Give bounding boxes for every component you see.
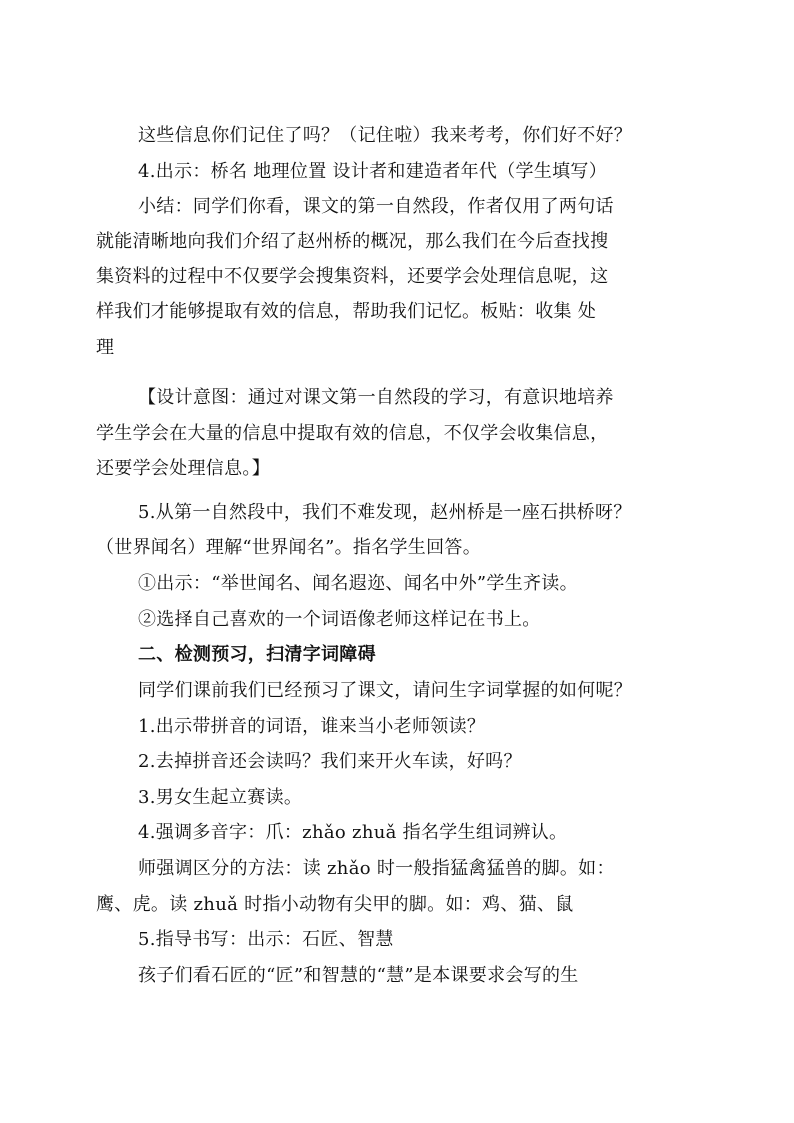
paragraph-line: 理 [96, 337, 115, 358]
paragraph-line: 这些信息你们记住了吗？（记住啦）我来考考，你们好不好？ [138, 125, 633, 146]
list-item: 3.男女生起立赛读。 [138, 787, 303, 808]
paragraph-line: 小结：同学们你看，课文的第一自然段，作者仅用了两句话 [138, 196, 614, 217]
design-intent-line: 【设计意图：通过对课文第一自然段的学习，有意识地培养 [138, 387, 614, 408]
paragraph-line: 师强调区分的方法：读 zhǎo 时一般指猛禽猛兽的脚。如： [138, 858, 615, 879]
list-item: ①出示：“举世闻名、闻名遐迩、闻名中外”学生齐读。 [138, 573, 578, 594]
paragraph-line: 同学们课前我们已经预习了课文，请问生字词掌握的如何呢？ [138, 680, 633, 701]
list-item: 5.指导书写：出示：石匠、智慧 [138, 929, 394, 950]
paragraph-line: 鹰、虎。读 zhuǎ 时指小动物有尖甲的脚。如：鸡、猫、鼠 [96, 894, 574, 915]
paragraph-line: 5.从第一自然段中，我们不难发现，赵州桥是一座石拱桥呀？ [138, 502, 632, 523]
paragraph-line: 就能清晰地向我们介绍了赵州桥的概况，那么我们在今后查找搜 [96, 231, 609, 252]
paragraph-line: （世界闻名）理解“世界闻名”。指名学生回答。 [96, 537, 482, 558]
design-intent-line: 还要学会处理信息。】 [96, 458, 270, 479]
section-heading: 二、检测预习，扫清字词障碍 [138, 644, 376, 665]
design-intent-line: 学生学会在大量的信息中提取有效的信息，不仅学会收集信息， [96, 423, 609, 444]
list-item: 1.出示带拼音的词语，谁来当小老师领读？ [138, 716, 486, 737]
paragraph-line: 样我们才能够提取有效的信息，帮助我们记忆。板贴：收集 处 [96, 301, 597, 322]
list-item: ②选择自己喜欢的一个词语像老师这样记在书上。 [138, 609, 541, 630]
paragraph-line: 集资料的过程中不仅要学会搜集资料，还要学会处理信息呢，这 [96, 266, 609, 287]
paragraph-line: 孩子们看石匠的“匠”和智慧的“慧”是本课要求会写的生 [138, 965, 579, 986]
paragraph-line: 4.出示：桥名 地理位置 设计者和建造者年代（学生填写） [138, 161, 608, 182]
list-item: 2.去掉拼音还会读吗？我们来开火车读，好吗？ [138, 751, 522, 772]
list-item: 4.强调多音字：爪：zhǎo zhuǎ 指名学生组词辨认。 [138, 822, 568, 843]
